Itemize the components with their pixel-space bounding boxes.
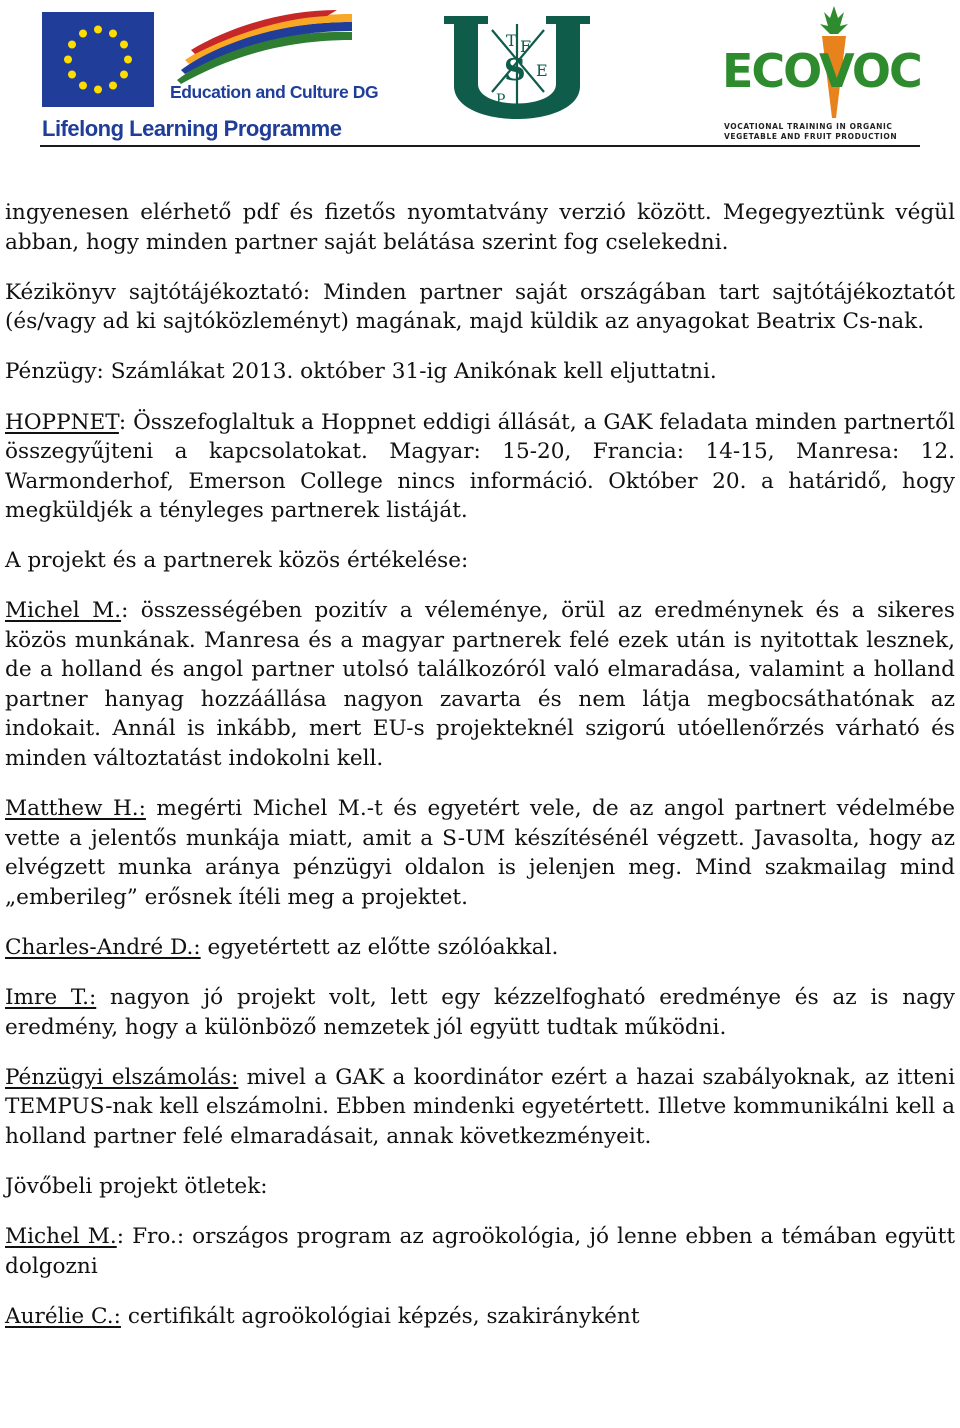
paragraph [5, 546, 955, 576]
label-separator: : [121, 598, 129, 624]
dg-label: Education and Culture DG [170, 82, 379, 102]
paragraph-text: Összefoglaltuk a Hoppnet eddigi állását, a GAK feladata minden partnertől összegyűjteni a kapcsolatokat. Magyar: 15-20, Francia: 14-15, Manresa: 12. Warmonderhof, Emerson College nincs információ. Október 20. a határidő, hogy megküldjék a tényleges partnerek listáját. [5, 409, 955, 524]
paragraph-text: megérti Michel M.-t és egyetért vele, de az angol partnert védelmébe vette a jelentős munkája miatt, amit a S-UM készítésénél végzett. Javasolta, hogy az elvégzett munka aránya pénzügyi oldalon is jelenjen meg. Mind szakmailag mind „emberileg” erősnek ítéli meg a projektet. [5, 796, 955, 910]
paragraph [5, 1222, 955, 1281]
paragraph [5, 933, 955, 963]
lifelong-learning-logo [42, 10, 379, 145]
paragraph-label: Charles-André D.: [5, 934, 201, 960]
paragraph [5, 794, 955, 912]
paragraph-text: certifikált agroökológiai képzés, szakirányként [120, 1303, 640, 1329]
ecovoc-logo [722, 4, 922, 146]
paragraph-label: Pénzügyi elszámolás: [5, 1064, 239, 1090]
svg-text:E: E [536, 61, 548, 80]
paragraph-text: nagyon jó projekt volt, lett egy kézzelfogható eredménye és az is nagy eredmény, hogy a különböző nemzetek jól együtt tudtak működni. [5, 985, 955, 1040]
ecovoc-wordmark: ECOVOC [722, 44, 921, 98]
paragraph-text: Fro.: országos program az agroökológia, jó lenne ebben a témában együtt dolgozni [5, 1224, 956, 1279]
svg-text:T: T [506, 31, 517, 50]
svg-text:P: P [496, 92, 506, 108]
paragraph [5, 1063, 955, 1152]
paragraph-text: Jövőbeli projekt ötletek: [5, 1173, 268, 1199]
paragraph [5, 278, 955, 337]
paragraph-label: Michel M. [5, 1224, 117, 1250]
paragraph [5, 357, 955, 387]
paragraph-label: Michel M. [5, 598, 122, 624]
page-header [0, 0, 960, 180]
paragraph-label: Aurélie C.: [5, 1303, 121, 1329]
paragraph-text: Pénzügy: Számlákat 2013. október 31-ig Anikónak kell eljuttatni. [5, 359, 717, 385]
paragraph [5, 198, 955, 257]
paragraph-text: A projekt és a partnerek közös értékelése: [5, 548, 469, 574]
svg-text:F: F [520, 37, 532, 56]
paragraph [5, 1302, 955, 1332]
label-separator: : [118, 409, 127, 435]
paragraph [5, 983, 955, 1042]
label-separator: : [116, 1224, 125, 1250]
programme-label: Lifelong Learning Programme [42, 116, 342, 141]
paragraph [5, 1172, 955, 1202]
university-emblem-logo [436, 6, 598, 140]
swoosh-icon [167, 10, 357, 85]
paragraph-label: Matthew H.: [5, 796, 146, 822]
paragraph [5, 596, 955, 773]
eu-flag-icon [42, 12, 154, 107]
paragraph-text: összességében pozitív a véleménye, örül az eredménynek és a sikeres közös munkának. Manresa és a magyar partnerek felé ezek után is nyitottak lesznek, de a holland és angol partner utolsó találkozóról való elmaradása, valamint a holland partner hanyag hozzáállása nagyon zavarta és nem látja megbocsáthatónak az indokait. Annál is inkább, mert EU-s projekteknél szigorú utóellenőrzés várható és minden változtatást indokolni kell. [5, 598, 955, 771]
paragraph [5, 408, 955, 526]
paragraph-text: ingyenesen elérhető pdf és fizetős nyomtatvány verzió között. Megegyeztünk végül abban, hogy minden partner saját belátása szerint fog cselekedni. [5, 200, 955, 255]
ecovoc-subtitle-line-2: VEGETABLE AND FRUIT PRODUCTION [724, 132, 898, 141]
paragraph-text: mivel a GAK a koordinátor ezért a hazai szabályoknak, az itteni TEMPUS-nak kell elszámolni. Ebben mindenki egyetértett. Illetve kommunikálni kell a holland partner felé elmaradásait, annak következményeit. [5, 1064, 955, 1149]
ecovoc-subtitle [724, 122, 920, 142]
document-body [5, 198, 955, 1352]
svg-text:S: S [504, 53, 526, 88]
header-divider [40, 145, 920, 147]
paragraph-text: Kézikönyv sajtótájékoztató: Minden partner saját országában tart sajtótájékoztatót (és/vagy ad ki sajtóközleményt) magának, majd küldik az anyagokat Beatrix Cs-nak. [5, 279, 955, 335]
ecovoc-subtitle-line-1: VOCATIONAL TRAINING IN ORGANIC [724, 122, 893, 131]
paragraph-text: egyetértett az előtte szólóakkal. [200, 934, 559, 960]
paragraph-label: HOPPNET [5, 409, 119, 435]
paragraph-label: Imre T.: [5, 985, 97, 1010]
